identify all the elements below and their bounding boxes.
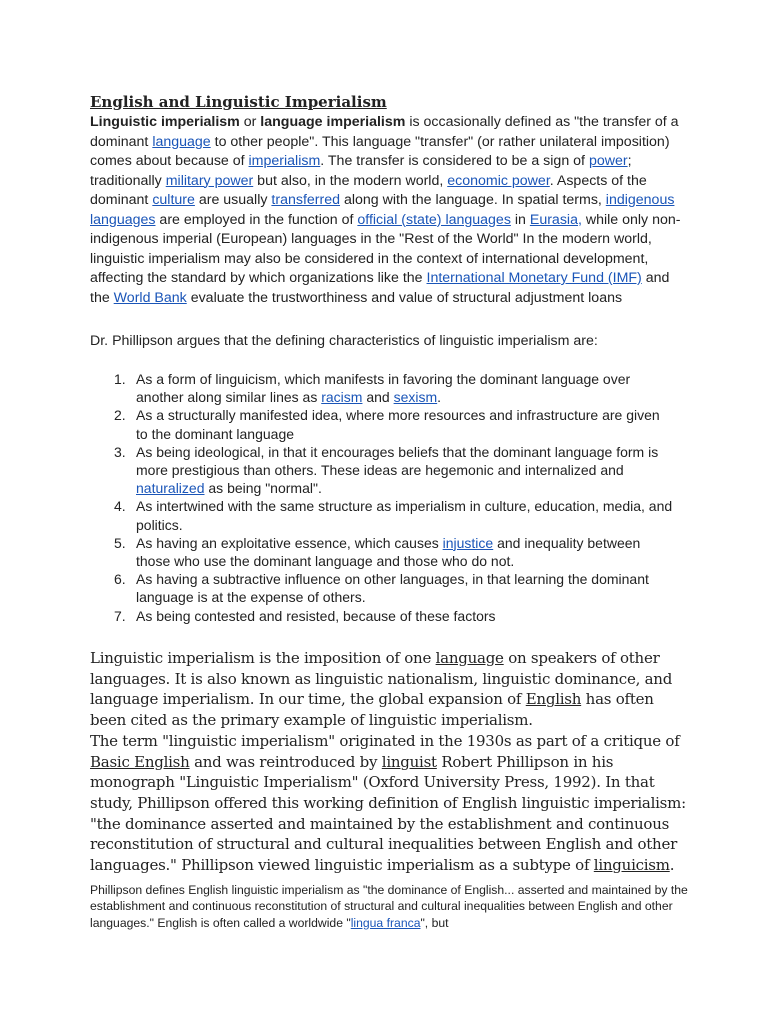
list-item: 4. As intertwined with the same structure as imperialism in culture, education, media, and politics. [114,498,673,533]
underlined-basic-english[interactable]: Basic English [90,752,190,771]
underlined-linguist[interactable]: linguist [381,752,437,771]
list-item-number: 5. [114,534,126,551]
link-lingua-franca[interactable]: lingua franca [350,915,421,930]
list-item-number: 7. [114,607,126,624]
link-transferred[interactable]: transferred [271,192,341,208]
link-economic-power[interactable]: economic power [447,172,550,189]
link-official-languages[interactable]: official (state) languages [357,211,511,228]
list-item-number: 1. [114,371,126,387]
link-military-power[interactable]: military power [165,172,254,189]
linguistic-imperialism-article: Linguistic imperialism is the imposition of one language on speakers of other languages. It is also known as linguistic nationalism, linguistic dominance, and language imperialism. In our time, the global expansion of English has often been cited as the primary example of linguistic imperialism. The term "linguistic imperialism" originated in the 1930s as part of a critique of Basic English and was reintroduced by linguist Robert Phillipson in his monograph "Linguistic Imperialism" (Oxford University Press, 1992). In that study, Phillipson offered this working definition of English linguistic imperialism: "the dominance asserted and maintained by the establishment and continuous reconstitution of structural and cultural inequalities between English and other languages." Phillipson viewed linguistic imperialism as a subtype of linguicism. [90,649,686,875]
phillipson-argues-line: Dr. Phillipson argues that the defining characteristics of linguistic imperialism are: [90,333,598,349]
link-language[interactable]: language [152,133,211,150]
link-naturalized[interactable]: naturalized [136,480,205,497]
link-indigenous-languages[interactable]: indigenous languages [90,192,675,228]
phillipson-definition-paragraph: Phillipson defines English linguistic imperialism as "the dominance of English... asserted and maintained by the establishment and continuous reconstitution of structural and cultural inequalities between English and other languages." English is often called a worldwide "lingua franca", but [90,883,688,930]
list-item: 7. As being contested and resisted, because of these factors [114,607,496,624]
underlined-english[interactable]: English [525,690,582,709]
link-imf[interactable]: International Monetary Fund (IMF) [426,270,642,286]
link-power[interactable]: power [588,153,628,169]
link-culture[interactable]: culture [152,192,195,208]
link-imperialism[interactable]: imperialism [248,153,321,169]
document-title: English and Linguistic Imperialism [90,93,387,111]
list-item-number: 6. [114,571,126,588]
underlined-language[interactable]: language [435,649,504,667]
term-linguistic-imperialism: Linguistic imperialism [90,114,240,130]
link-injustice[interactable]: injustice [442,534,494,551]
link-world-bank[interactable]: World Bank [113,289,187,306]
list-item: 1. As a form of linguicism, which manifests in favoring the dominant language over another along similar lines as racism and sexism. [114,371,631,406]
list-item-number: 2. [114,407,126,424]
link-eurasia[interactable]: Eurasia, [529,211,582,228]
list-item: 6. As having a subtractive influence on other languages, in that learning the dominant language is at the expense of others. [114,571,649,606]
link-racism[interactable]: racism [321,389,363,406]
link-sexism[interactable]: sexism [393,389,438,406]
list-item-number: 4. [114,498,126,515]
term-language-imperialism: language imperialism [260,114,406,130]
list-item-number: 3. [114,443,126,460]
list-item: 3. As being ideological, in that it encourages beliefs that the dominant language form is more prestigious than others. These ideas are hegemonic and internalized and naturalized as being "normal". [114,443,659,497]
list-item: 5. As having an exploitative essence, which causes injustice and inequality between those who use the dominant language and those who do not. [114,534,641,570]
list-item: 2. As a structurally manifested idea, where more resources and infrastructure are given to the dominant language [114,407,660,442]
intro-paragraph: Linguistic imperialism or language imperialism is occasionally defined as "the transfer of a dominant language to other people". This language "transfer" (or rather unilateral imposition) comes about because of imperialism. The transfer is considered to be a sign of power; traditionally military power but also, in the modern world, economic power. Aspects of the dominant culture are usually transferred along with the language. In spatial terms, indigenous languages are employed in the function of official (state) languages in Eurasia, while only non-indigenous imperial (European) languages in the "Rest of the World" In the modern world, linguistic imperialism may also be considered in the context of international development, affecting the standard by which organizations like the International Monetary Fund (IMF) and the World Bank evaluate the trustworthiness and value of structural adjustment loans [90,114,681,306]
underlined-linguicism[interactable]: linguicism [593,856,670,875]
characteristics-list [114,370,674,625]
